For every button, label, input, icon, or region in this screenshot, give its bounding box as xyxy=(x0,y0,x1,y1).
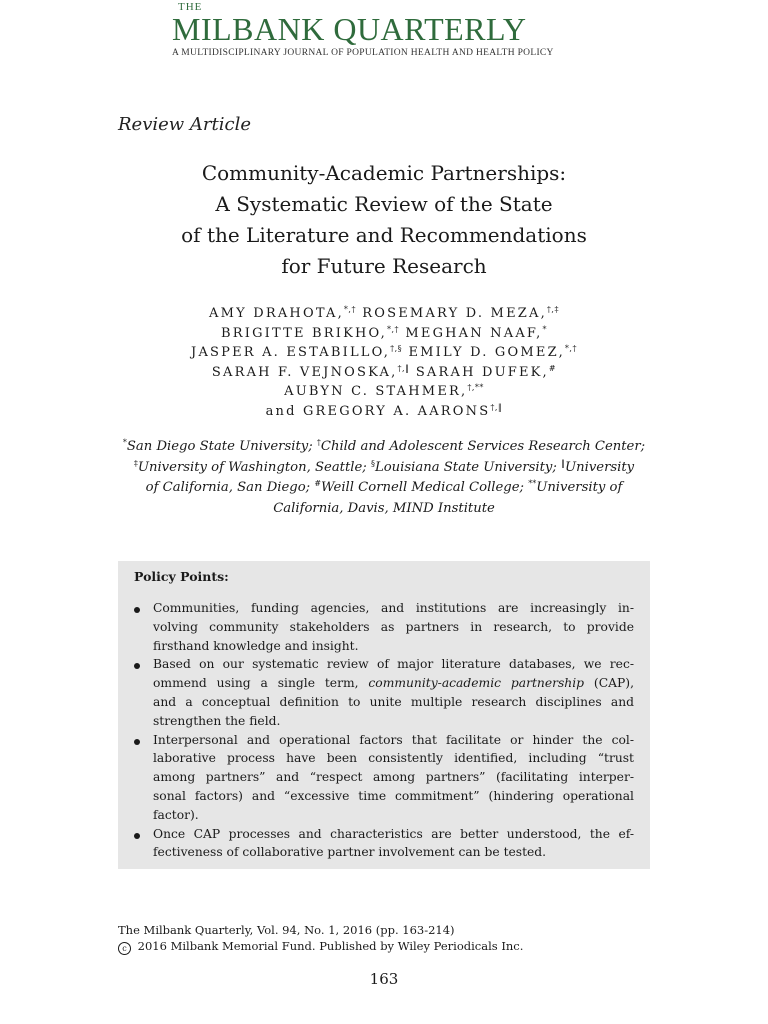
article-type: Review Article xyxy=(118,114,251,135)
article-title xyxy=(118,158,650,282)
author-name: ROSEMARY D. MEZA, xyxy=(355,306,547,321)
affiliation-marker: †,‖ xyxy=(397,363,410,373)
bullet-line: laborative process have been consistently identified, including “trust xyxy=(153,751,634,766)
bullet-icon xyxy=(134,739,140,745)
bullet-text: (CAP), xyxy=(584,676,634,691)
author-line xyxy=(118,343,650,363)
bullet-line: Once CAP processes and characteristics are better understood, the ef- xyxy=(153,826,634,841)
affiliation-text: San Diego State University; xyxy=(126,439,317,454)
author-list xyxy=(118,304,650,421)
affiliation-marker: *,† xyxy=(343,305,356,314)
author-line xyxy=(118,304,650,324)
affiliation-line xyxy=(118,437,650,458)
bullet-icon xyxy=(134,663,140,669)
affiliation-marker: †,§ xyxy=(390,344,403,353)
affiliation-marker: * xyxy=(542,324,547,334)
bullet-line xyxy=(153,674,634,693)
affiliation-marker: *,† xyxy=(564,344,577,353)
policy-point xyxy=(134,655,634,730)
policy-points-heading: Policy Points: xyxy=(134,569,229,584)
affiliation-text: California, Davis, MIND Institute xyxy=(273,500,495,516)
affiliation-text: University xyxy=(565,459,635,475)
affiliation-marker: *,† xyxy=(386,324,400,334)
affiliation-line xyxy=(118,499,650,520)
author-name: JASPER A. ESTABILLO, xyxy=(191,345,391,360)
bullet-line: Interpersonal and operational factors that facilitate or hinder the col- xyxy=(153,732,634,747)
author-name: AUBYN C. STAHMER, xyxy=(284,384,468,399)
affiliation-marker: †,** xyxy=(467,383,484,392)
affiliation-marker: # xyxy=(548,363,557,373)
bullet-line: Communities, funding agencies, and institutions are increasingly in- xyxy=(153,601,634,615)
bullet-line: strengthen the field. xyxy=(153,713,281,728)
affiliation-marker: ‖ xyxy=(561,458,566,468)
copyright-text: 2016 Milbank Memorial Fund. Published by Wiley Periodicals Inc. xyxy=(134,939,524,953)
title-line: Community-Academic Partnerships: xyxy=(201,161,567,185)
affiliation-text: University of xyxy=(536,480,623,495)
affiliation-marker: § xyxy=(370,458,375,468)
journal-title: MILBANK QUARTERLY xyxy=(172,11,527,47)
citation-footer xyxy=(118,922,523,955)
author-name: BRIGITTE BRIKHO, xyxy=(221,325,387,341)
citation-line: The Milbank Quarterly, Vol. 94, No. 1, 2016 (pp. 163-214) xyxy=(118,923,455,937)
copyright-line xyxy=(118,938,523,955)
policy-point xyxy=(134,825,634,863)
policy-point xyxy=(134,731,634,825)
author-line xyxy=(118,324,650,344)
affiliation-text: Child and Adolescent Services Research Center; xyxy=(320,439,646,454)
author-name: and GREGORY A. AARONS xyxy=(265,403,491,419)
affiliation-marker: # xyxy=(314,479,322,488)
affiliations xyxy=(118,437,650,519)
author-name: SARAH F. VEJNOSKA, xyxy=(211,364,398,380)
bullet-line: factor). xyxy=(153,807,199,822)
journal-masthead xyxy=(172,2,602,58)
masthead-the: THE xyxy=(178,1,203,13)
affiliation-text: Weill Cornell Medical College; xyxy=(321,480,529,495)
bullet-line: volving community stakeholders as partners in research, to provide xyxy=(153,619,634,634)
affiliation-text: Louisiana State University; xyxy=(374,459,562,475)
affiliation-text: University of Washington, Seattle; xyxy=(137,459,371,475)
author-line xyxy=(118,382,650,402)
bullet-line: sonal factors) and “excessive time commitment” (hindering operational xyxy=(153,788,634,803)
bullet-line: Based on our systematic review of major literature databases, we rec- xyxy=(153,657,634,672)
author-line xyxy=(118,402,650,422)
title-line: A Systematic Review of the State xyxy=(215,192,553,216)
affiliation-marker: ‡ xyxy=(133,458,138,468)
page-number: 163 xyxy=(369,970,399,988)
title-line: for Future Research xyxy=(281,254,487,278)
emphasized-term: community-academic partnership xyxy=(368,676,585,691)
affiliation-marker: * xyxy=(122,438,127,447)
bullet-line: fectiveness of collaborative partner involvement can be tested. xyxy=(153,845,547,860)
policy-points-box xyxy=(118,561,650,869)
title-line: of the Literature and Recommendations xyxy=(181,223,587,247)
affiliation-marker: ** xyxy=(528,479,537,488)
bullet-icon xyxy=(134,607,140,613)
policy-point xyxy=(134,599,634,655)
author-name: MEGHAN NAAF, xyxy=(399,325,543,341)
author-name: SARAH DUFEK, xyxy=(409,364,549,380)
journal-subtitle: A MULTIDISCIPLINARY JOURNAL OF POPULATION HEALTH AND HEALTH POLICY xyxy=(172,48,554,58)
affiliation-text: of California, San Diego; xyxy=(145,480,315,495)
bullet-icon xyxy=(134,833,140,839)
bullet-line: and a conceptual definition to unite multiple research disciplines and xyxy=(153,694,634,709)
bullet-line: firsthand knowledge and insight. xyxy=(153,638,359,653)
affiliation-line xyxy=(118,478,650,499)
author-line xyxy=(118,363,650,383)
affiliation-marker: †,‖ xyxy=(490,402,503,412)
author-name: EMILY D. GOMEZ, xyxy=(402,345,565,360)
bullet-text: ommend using a single term, xyxy=(153,676,369,691)
copyright-icon: c xyxy=(118,942,131,955)
author-name: AMY DRAHOTA, xyxy=(209,306,344,321)
bullet-line: among partners” and “respect among partners” (facilitating interper- xyxy=(153,770,634,785)
affiliation-marker: †,‡ xyxy=(546,305,559,314)
affiliation-marker: † xyxy=(316,438,321,447)
affiliation-line xyxy=(118,458,650,479)
